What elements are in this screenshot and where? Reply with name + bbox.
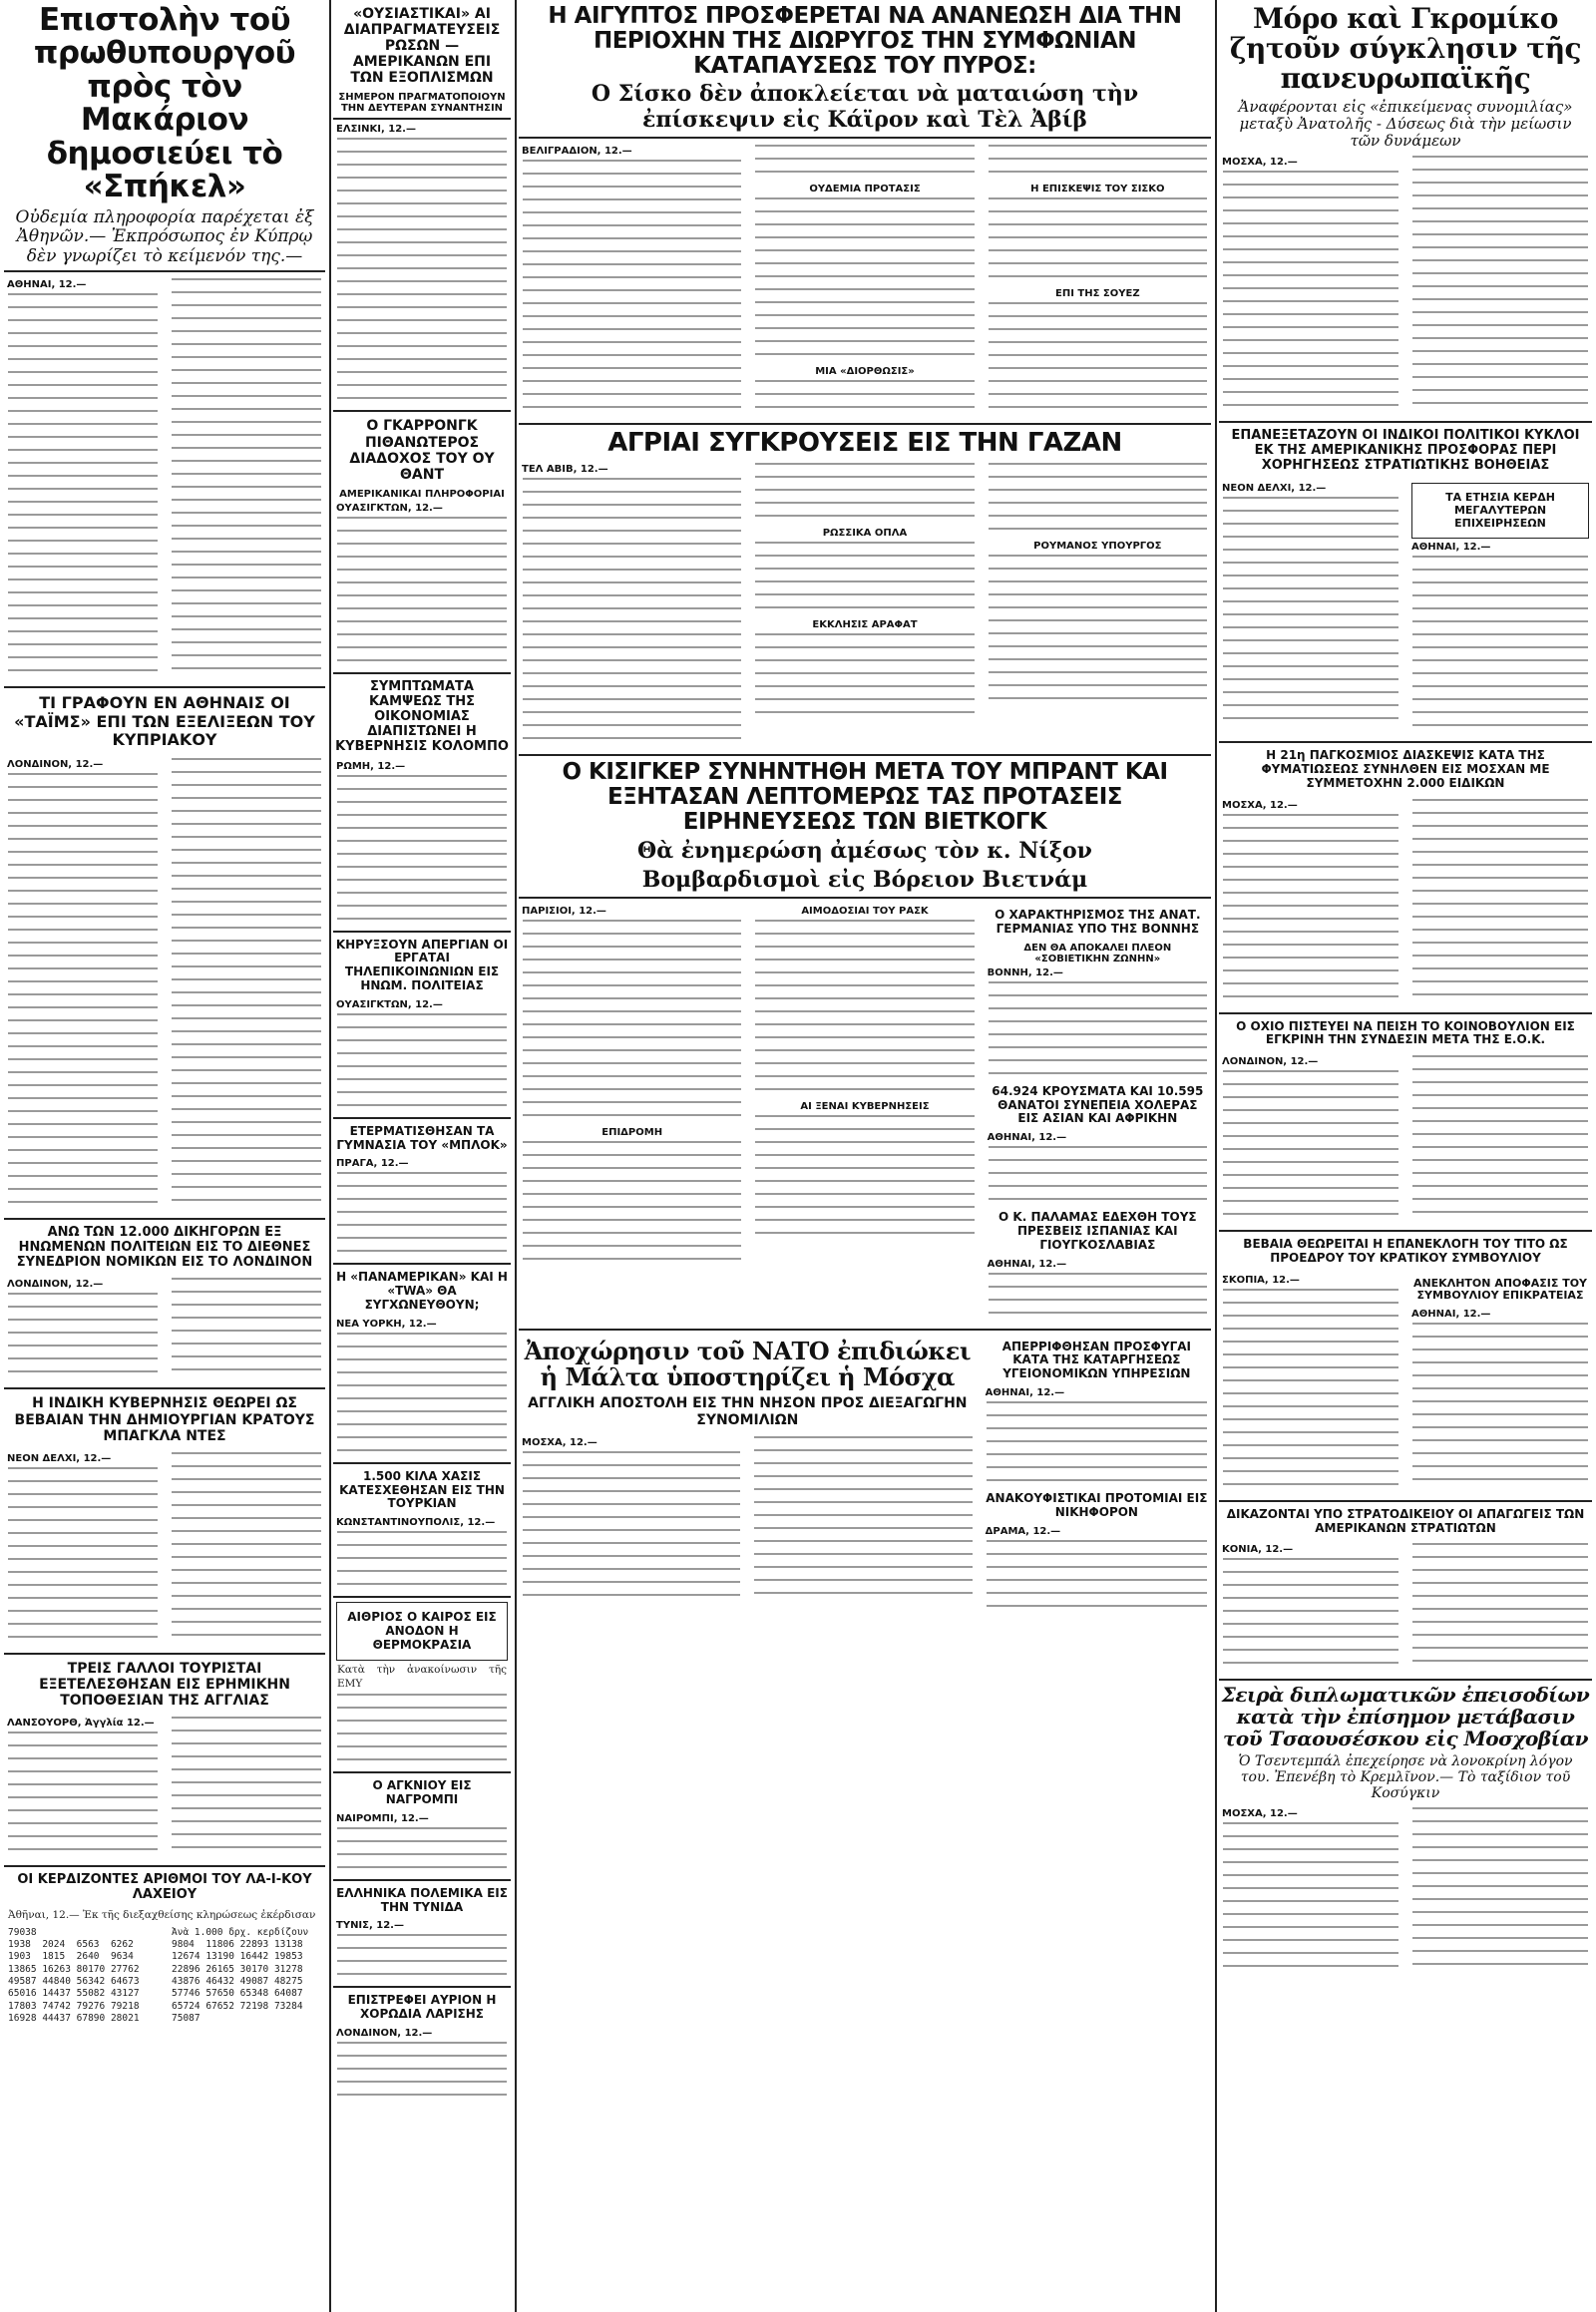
article-headline: 64.924 ΚΡΟΥΣΜΑΤΑ ΚΑΙ 10.595 ΘΑΝΑΤΟΙ ΣΥΝΕΠΕΙΑ ΧΟΛΕΡΑΣ ΕΙΣ ΑΣΙΑΝ ΚΑΙ ΑΦΡΙΚΗΝ bbox=[992, 1083, 1204, 1126]
article-text-lines bbox=[1412, 156, 1588, 404]
dateline: ΚΟΝΙΑ, 12.— bbox=[1222, 1544, 1294, 1556]
dateline: ΝΕΑ ΥΟΡΚΗ, 12.— bbox=[336, 1318, 437, 1330]
divider bbox=[1219, 1012, 1592, 1014]
article-text-lines bbox=[8, 773, 158, 1203]
subsection-heading: ΜΙΑ «ΔΙΟΡΘΩΣΙΣ» bbox=[815, 366, 915, 378]
divider bbox=[333, 1986, 511, 1988]
article-headline: ΑΝΩ ΤΩΝ 12.000 ΔΙΚΗΓΟΡΩΝ ΕΞ ΗΝΩΜΕΝΩΝ ΠΟΛΙΤΕΙΩΝ ΕΙΣ ΤΟ ΔΙΕΘΝΕΣ ΣΥΝΕΔΡΙΟΝ ΝΟΜΙΚΩΝ ΕΙΣ ΤΟ ΛΟΝΔΙΝΟΝ bbox=[16, 1224, 313, 1270]
divider bbox=[333, 1462, 511, 1464]
article-subheadline: ΑΓΓΛΙΚΗ ΑΠΟΣΤΟΛΗ ΕΙΣ ΤΗΝ ΝΗΣΟΝ ΠΡΟΣ ΔΙΕΞΑΓΩΓΗΝ ΣΥΝΟΜΙΛΙΩΝ bbox=[528, 1395, 968, 1428]
article-text-lines bbox=[523, 160, 741, 408]
article-text-lines bbox=[755, 542, 974, 608]
article-headline: Ο ΚΙΣΙΓΚΕΡ ΣΥΝΗΝΤΗΘΗ ΜΕΤΑ ΤΟΥ ΜΠΡΑΝΤ ΚΑΙ ΕΞΗΤΑΣΑΝ ΛΕΠΤΟΜΕΡΩΣ ΤΑΣ ΠΡΟΤΑΣΕΙΣ ΕΙΡΗΝΕΥΣΕΩΣ ΤΩΝ ΒΙΕΤΚΟΓΚ bbox=[562, 759, 1168, 835]
dateline: ΜΟΣΧΑ, 12.— bbox=[1222, 799, 1298, 811]
article-headline: ΕΛΛΗΝΙΚΑ ΠΟΛΕΜΙΚΑ ΕΙΣ ΤΗΝ ΤΥΝΙΔΑ bbox=[336, 1885, 508, 1914]
article-headline: ΒΕΒΑΙΑ ΘΕΩΡΕΙΤΑΙ Η ΕΠΑΝΕΚΛΟΓΗ ΤΟΥ ΤΙΤΟ ΩΣ ΠΡΟΕΔΡΟΥ ΤΟΥ ΚΡΑΤΙΚΟΥ ΣΥΜΒΟΥΛΙΟΥ bbox=[1243, 1237, 1568, 1265]
article-text-lines bbox=[172, 758, 321, 1201]
article-text-lines bbox=[1223, 497, 1398, 719]
lead-headline: Επιστολὴν τοῦ πρωθυπουργοῦ πρὸς τὸν Μακάριον δημοσιεύει τὸ «Σπήκελ» bbox=[33, 2, 296, 205]
divider bbox=[4, 1387, 325, 1389]
article-text-lines bbox=[989, 463, 1207, 530]
article-text-lines bbox=[337, 1694, 507, 1760]
article-text-lines bbox=[337, 1934, 507, 1975]
article-text-lines bbox=[1412, 799, 1588, 995]
dateline: ΤΕΛ ΑΒΙΒ, 12.— bbox=[522, 464, 608, 476]
dateline: ΔΡΑΜΑ, 12.— bbox=[985, 1525, 1061, 1537]
article-subheadline-2: Βομβαρδισμοὶ εἰς Βόρειον Βιετνάμ bbox=[641, 866, 1088, 893]
article-text-lines bbox=[337, 775, 507, 920]
article-text-lines bbox=[172, 1278, 321, 1370]
column-3 bbox=[519, 0, 1211, 2312]
divider bbox=[333, 931, 511, 933]
subsection-heading: ΕΚΚΛΗΣΙΣ ΑΡΑΦΑΤ bbox=[812, 619, 918, 631]
subsection-heading: ΕΠΙ ΤΗΣ ΣΟΥΕΖ bbox=[1055, 288, 1140, 300]
dateline: ΤΥΝΙΣ, 12.— bbox=[336, 1920, 404, 1932]
article-text-lines bbox=[1412, 1807, 1588, 1965]
column-rule bbox=[329, 0, 331, 2312]
divider bbox=[1219, 421, 1592, 423]
subsection-heading: ΡΩΣΣΙΚΑ ΟΠΛΑ bbox=[822, 528, 908, 540]
article-text-lines bbox=[1223, 171, 1398, 406]
dateline: ΒΟΝΝΗ, 12.— bbox=[987, 966, 1063, 978]
article-text-lines bbox=[172, 1717, 321, 1848]
divider bbox=[333, 1596, 511, 1598]
article-text-lines bbox=[989, 555, 1207, 699]
article-headline: ΑΝΑΚΟΥΦΙΣΤΙΚΑΙ ΠΡΟΤΟΜΙΑΙ ΕΙΣ ΝΙΚΗΦΟΡΟΝ bbox=[986, 1491, 1208, 1519]
divider bbox=[4, 1218, 325, 1220]
dateline: ΟΥΑΣΙΓΚΤΩΝ, 12.— bbox=[336, 998, 443, 1010]
subsection-heading: ΑΙ ΞΕΝΑΙ ΚΥΒΕΡΝΗΣΕΙΣ bbox=[800, 1101, 930, 1113]
divider bbox=[1219, 1500, 1592, 1502]
article-text-lines bbox=[337, 1333, 507, 1451]
column-rule bbox=[515, 0, 517, 2312]
dateline: ΑΘΗΝΑΙ, 12.— bbox=[1411, 1309, 1491, 1321]
article-headline: Μόρο καὶ Γκρομίκο ζητοῦν σύγκλησιν τῆς πανευρωπαϊκῆς bbox=[1229, 2, 1582, 96]
dateline: ΑΘΗΝΑΙ, 12.— bbox=[985, 1387, 1065, 1398]
divider bbox=[519, 897, 1211, 899]
article-text-lines bbox=[337, 138, 507, 399]
article-text-lines bbox=[1223, 1070, 1398, 1215]
subsection-heading: ΑΙΜΟΔΟΣΙΑΙ ΤΟΥ ΡΑΣΚ bbox=[801, 906, 929, 918]
profits-box bbox=[1411, 483, 1589, 539]
dateline: ΛΑΝΣΟΥΟΡΘ, Ἀγγλία 12.— bbox=[7, 1718, 155, 1729]
article-subheadline: Ἀναφέρονται εἰς «ἐπικείμενας συνομιλίας» μεταξὺ Ἀνατολῆς - Δύσεως διὰ τὴν μείωσιν τῶν δυνάμεων bbox=[1238, 97, 1573, 151]
article-text-lines bbox=[172, 1452, 321, 1636]
article-headline: Σειρὰ διπλωματικῶν ἐπεισοδίων κατὰ τὴν ἐπίσημον μετάβασιν τοῦ Τσαουσέσκου εἰς Μοσχοβίαν bbox=[1221, 1683, 1590, 1750]
article-text-lines bbox=[523, 478, 741, 739]
divider bbox=[1219, 1230, 1592, 1232]
article-headline: Η ΑΙΓΥΠΤΟΣ ΠΡΟΣΦΕΡΕΤΑΙ ΝΑ ΑΝΑΝΕΩΣΗ ΔΙΑ ΤΗΝ ΠΕΡΙΟΧΗΝ ΤΗΣ ΔΙΩΡΥΓΟΣ ΤΗΝ ΣΥΜΦΩΝΙΑΝ ΚΑΤΑΠΑΥΣΕΩΣ ΤΟΥ ΠΥΡΟΣ: bbox=[548, 3, 1182, 79]
divider bbox=[333, 1117, 511, 1119]
article-text-lines bbox=[8, 1467, 158, 1638]
article-headline: ΑΙΘΡΙΟΣ Ο ΚΑΙΡΟΣ ΕΙΣ ΑΝΟΔΟΝ Η ΘΕΡΜΟΚΡΑΣΙΑ bbox=[347, 1610, 497, 1652]
article-text-lines bbox=[989, 1273, 1207, 1314]
article-headline: Ο ΓΚΑΡΡΟΝΓΚ ΠΙΘΑΝΩΤΕΡΟΣ ΔΙΑΔΟΧΟΣ ΤΟΥ ΟΥ ΘΑΝΤ bbox=[349, 418, 495, 483]
article-headline: ΤΑ ΕΤΗΣΙΑ ΚΕΡΔΗ ΜΕΓΑΛΥΤΕΡΩΝ ΕΠΙΧΕΙΡΗΣΕΩΝ bbox=[1445, 491, 1555, 530]
headline-note: ΣΗΜΕΡΟΝ ΠΡΑΓΜΑΤΟΠΟΙΟΥΝ ΤΗΝ ΔΕΥΤΕΡΑΝ ΣΥΝΑΝΤΗΣΙΝ bbox=[338, 92, 506, 115]
article-text-lines bbox=[755, 145, 974, 173]
article-headline: ΟΙ ΚΕΡΔΙΖΟΝΤΕΣ ΑΡΙΘΜΟΙ ΤΟΥ ΛΑ-Ι-ΚΟΥ ΛΑΧΕΙΟΥ bbox=[17, 1872, 312, 1902]
article-text-lines bbox=[754, 1436, 972, 1594]
subsection-heading: Η ΕΠΙΣΚΕΨΙΣ ΤΟΥ ΣΙΣΚΟ bbox=[1030, 184, 1165, 195]
article-text-lines bbox=[989, 981, 1207, 1074]
article-text-lines bbox=[523, 1141, 741, 1260]
article-headline: Ἀποχώρησιν τοῦ ΝΑΤΟ ἐπιδιώκει ἡ Μάλτα ὑποστηρίζει ἡ Μόσχα bbox=[524, 1336, 971, 1391]
divider bbox=[333, 1771, 511, 1773]
article-headline: «ΟΥΣΙΑΣΤΙΚΑΙ» ΑΙ ΔΙΑΠΡΑΓΜΑΤΕΥΣΕΙΣ ΡΩΣΩΝ — ΑΜΕΡΙΚΑΝΩΝ ΕΠΙ ΤΩΝ ΕΞΟΠΛΙΣΜΩΝ bbox=[343, 6, 501, 87]
headline-note: ΑΜΕΡΙΚΑΝΙΚΑΙ ΠΛΗΡΟΦΟΡΙΑΙ bbox=[339, 488, 505, 500]
article-text-lines bbox=[8, 1293, 158, 1372]
article-text-lines bbox=[8, 293, 158, 671]
article-text-lines bbox=[755, 1115, 974, 1234]
divider bbox=[519, 423, 1211, 425]
article-headline: Η «ΠΑΝΑΜΕΡΙΚΑΝ» ΚΑΙ Η «TWA» ΘΑ ΣΥΓΧΩΝΕΥΘΟΥΝ; bbox=[336, 1270, 508, 1312]
article-text-lines bbox=[989, 145, 1207, 173]
dateline: ΜΟΣΧΑ, 12.— bbox=[1222, 1808, 1298, 1820]
article-headline: ΚΗΡΥΞΣΟΥΝ ΑΠΕΡΓΙΑΝ ΟΙ ΕΡΓΑΤΑΙ ΤΗΛΕΠΙΚΟΙΝΩΝΙΩΝ ΕΙΣ ΗΝΩΜ. ΠΟΛΙΤΕΙΑΣ bbox=[335, 937, 509, 992]
divider bbox=[519, 137, 1211, 139]
dateline: ΟΥΑΣΙΓΚΤΩΝ, 12.— bbox=[336, 502, 443, 514]
dateline: ΑΘΗΝΑΙ, 12.— bbox=[987, 1132, 1067, 1144]
article-headline: Ο ΧΑΡΑΚΤΗΡΙΣΜΟΣ ΤΗΣ ΑΝΑΤ. ΓΕΡΜΑΝΙΑΣ ΥΠΟ ΤΗΣ ΒΟΝΝΗΣ bbox=[995, 908, 1201, 937]
subsection-heading: ΡΟΥΜΑΝΟΣ ΥΠΟΥΡΓΟΣ bbox=[1033, 541, 1162, 553]
article-headline: ΕΠΙΣΤΡΕΦΕΙ ΑΥΡΙΟΝ Η ΧΟΡΩΔΙΑ ΛΑΡΙΣΗΣ bbox=[347, 1993, 497, 2022]
subsection-heading: ΕΠΙΔΡΟΜΗ bbox=[601, 1127, 663, 1139]
dateline: ΝΕΟΝ ΔΕΛΧΙ, 12.— bbox=[1222, 483, 1327, 495]
article-text-lines bbox=[755, 380, 974, 408]
article-text-lines bbox=[987, 1401, 1207, 1481]
dateline: ΕΛΣΙΝΚΙ, 12.— bbox=[336, 124, 416, 136]
divider bbox=[4, 686, 325, 688]
divider bbox=[519, 1329, 1211, 1331]
divider bbox=[333, 1879, 511, 1881]
article-text-lines bbox=[1412, 1543, 1588, 1662]
article-text-lines bbox=[1223, 814, 1398, 997]
dateline: ΒΕΛΙΓΡΑΔΙΟΝ, 12.— bbox=[522, 146, 632, 158]
article-headline: ΤΡΕΙΣ ΓΑΛΛΟΙ ΤΟΥΡΙΣΤΑΙ ΕΞΕΤΕΛΕΣΘΗΣΑΝ ΕΙΣ ΕΡΗΜΙΚΗΝ ΤΟΠΟΘΕΣΙΑΝ ΤΗΣ ΑΓΓΛΙΑΣ bbox=[39, 1660, 290, 1709]
article-headline: ΑΓΡΙΑΙ ΣΥΓΚΡΟΥΣΕΙΣ ΕΙΣ ΤΗΝ ΓΑΖΑΝ bbox=[607, 428, 1122, 459]
article-text-lines bbox=[8, 1732, 158, 1850]
article-text-lines bbox=[523, 920, 741, 1116]
article-headline: Ο Κ. ΠΑΛΑΜΑΣ ΕΔΕΧΘΗ ΤΟΥΣ ΠΡΕΣΒΕΙΣ ΙΣΠΑΝΙΑΣ ΚΑΙ ΓΙΟΥΓΚΟΣΛΑΒΙΑΣ bbox=[998, 1210, 1197, 1252]
divider bbox=[4, 1653, 325, 1655]
dateline: ΛΟΝΔΙΝΟΝ, 12.— bbox=[7, 1279, 104, 1291]
dateline: ΛΟΝΔΙΝΟΝ, 12.— bbox=[336, 2027, 433, 2039]
article-text-lines bbox=[989, 197, 1207, 277]
lottery-intro: Ἀθῆναι, 12.— Ἐκ τῆς διεξαχθείσης κληρώσεως ἐκέρδισαν bbox=[8, 1908, 316, 1921]
article-text-lines bbox=[989, 302, 1207, 408]
dateline: ΠΑΡΙΣΙΟΙ, 12.— bbox=[522, 906, 606, 918]
article-text-lines bbox=[172, 278, 321, 669]
divider bbox=[4, 1865, 325, 1867]
divider bbox=[333, 118, 511, 120]
article-headline: Ο ΑΓΚΝΙΟΥ ΕΙΣ ΝΑΓΡΟΜΠΙ bbox=[372, 1778, 472, 1806]
article-text-lines bbox=[755, 920, 974, 1090]
dateline: ΡΩΜΗ, 12.— bbox=[336, 760, 406, 772]
article-text-lines bbox=[1223, 1822, 1398, 1967]
dateline: ΚΩΝΣΤΑΝΤΙΝΟΥΠΟΛΙΣ, 12.— bbox=[336, 1517, 496, 1529]
column-4 bbox=[1219, 0, 1592, 2312]
divider bbox=[1219, 1679, 1592, 1681]
article-text-lines bbox=[337, 1531, 507, 1585]
article-text-lines bbox=[337, 1827, 507, 1868]
lottery-numbers: 79038 1938 2024 6563 6262 1903 1815 2640 9634 13865 16263 80170 27762 49587 44840 56342 64673 65016 14437 55082 43127 17803 74742 79276 79218 16928 44437 67890 28021 bbox=[8, 1926, 140, 2025]
article-headline: ΑΝΕΚΛΗΤΟΝ ΑΠΟΦΑΣΙΣ ΤΟΥ ΣΥΜΒΟΥΛΙΟΥ ΕΠΙΚΡΑΤΕΙΑΣ bbox=[1412, 1276, 1588, 1303]
article-subheadline: Ὁ Τσεντεμπάλ ἐπεχείρησε νὰ λονοκρίνη λόγον του. Ἐπενέβη τὸ Κρεμλῖνον.— Τὸ ταξίδιον τοῦ Κοσύγκιν bbox=[1238, 1753, 1573, 1802]
dateline: ΑΘΗΝΑΙ, 12.— bbox=[987, 1258, 1067, 1270]
divider bbox=[4, 270, 325, 272]
article-headline: ΤΙ ΓΡΑΦΟΥΝ ΕΝ ΑΘΗΝΑΙΣ ΟΙ «ΤΑΪΜΣ» ΕΠΙ ΤΩΝ ΕΞΕΛΙΞΕΩΝ ΤΟΥ ΚΥΠΡΙΑΚΟΥ bbox=[14, 693, 315, 750]
article-headline: 1.500 ΚΙΛΑ ΧΑΣΙΣ ΚΑΤΕΣΧΕΘΗΣΑΝ ΕΙΣ ΤΗΝ ΤΟΥΡΚΙΑΝ bbox=[339, 1468, 505, 1511]
article-text-lines bbox=[523, 1451, 740, 1596]
dateline: ΜΟΣΧΑ, 12.— bbox=[522, 1436, 598, 1448]
article-headline: ΕΠΑΝΕΞΕΤΑΖΟΥΝ ΟΙ ΙΝΔΙΚΟΙ ΠΟΛΙΤΙΚΟΙ ΚΥΚΛΟΙ ΕΚ ΤΗΣ ΑΜΕΡΙΚΑΝΙΚΗΣ ΠΡΟΣΦΟΡΑΣ ΠΕΡΙ ΧΟΡΗΓΗΣΕΩΣ ΣΤΡΑΤΙΩΤΙΚΗΣ ΒΟΗΘΕΙΑΣ bbox=[1231, 428, 1580, 474]
dateline: ΛΟΝΔΙΝΟΝ, 12.— bbox=[1222, 1056, 1319, 1068]
lead-subheadline: Οὐδεμία πληροφορία παρέχεται ἐξ Ἀθηνῶν.— Ἐκπρόσωπος ἐν Κύπρῳ δὲν γνωρίζει τὸ κείμενόν της.— bbox=[15, 206, 314, 266]
dateline: ΝΕΟΝ ΔΕΛΧΙ, 12.— bbox=[7, 1452, 112, 1464]
lottery-numbers-2: Ἀνὰ 1.000 δρχ. κερδίζουν 9804 11806 22893 13138 12674 13190 16442 19853 22896 26165 30170 31278 43876 46432 49087 48275 57746 57650 65348 64087 65724 67652 72198 73284 75087 bbox=[172, 1926, 309, 2025]
weather-box bbox=[336, 1602, 508, 1661]
article-text-lines bbox=[755, 633, 974, 713]
article-text-lines bbox=[337, 1013, 507, 1106]
article-headline: ΕΤΕΡΜΑΤΙΣΘΗΣΑΝ ΤΑ ΓΥΜΝΑΣΙΑ ΤΟΥ «ΜΠΛΟΚ» bbox=[336, 1123, 508, 1152]
dateline: ΑΘΗΝΑΙ, 12.— bbox=[7, 279, 87, 291]
article-text-lines bbox=[1412, 1323, 1588, 1480]
divider bbox=[333, 1263, 511, 1265]
article-text-lines bbox=[989, 1146, 1207, 1200]
article-text-lines bbox=[755, 463, 974, 517]
dateline: ΛΟΝΔΙΝΟΝ, 12.— bbox=[7, 758, 104, 770]
dateline: ΣΚΟΠΙΑ, 12.— bbox=[1222, 1274, 1300, 1286]
article-headline: ΣΥΜΠΤΩΜΑΤΑ ΚΑΜΨΕΩΣ ΤΗΣ ΟΙΚΟΝΟΜΙΑΣ ΔΙΑΠΙΣΤΩΝΕΙ Η ΚΥΒΕΡΝΗΣΙΣ ΚΟΛΟΜΠΟ bbox=[335, 678, 509, 754]
article-text-lines bbox=[337, 517, 507, 661]
article-headline: ΑΠΕΡΡΙΦΘΗΣΑΝ ΠΡΟΣΦΥΓΑΙ ΚΑΤΑ ΤΗΣ ΚΑΤΑΡΓΗΣΕΩΣ ΥΓΕΙΟΝΟΜΙΚΩΝ ΥΠΗΡΕΣΙΩΝ bbox=[1001, 1339, 1191, 1381]
article-headline: ΔΙΚΑΖΟΝΤΑΙ ΥΠΟ ΣΤΡΑΤΟΔΙΚΕΙΟΥ ΟΙ ΑΠΑΓΩΓΕΙΣ ΤΩΝ ΑΜΕΡΙΚΑΝΩΝ ΣΤΡΑΤΙΩΤΩΝ bbox=[1226, 1506, 1585, 1535]
dateline: ΑΘΗΝΑΙ, 12.— bbox=[1411, 542, 1491, 554]
weather-text: Κατὰ τὴν ἀνακοίνωσιν τῆς ΕΜΥ bbox=[337, 1664, 507, 1691]
subsection-heading: ΟΥΔΕΜΙΑ ΠΡΟΤΑΣΙΣ bbox=[809, 184, 921, 195]
column-1 bbox=[4, 0, 325, 2312]
article-headline: Η ΙΝΔΙΚΗ ΚΥΒΕΡΝΗΣΙΣ ΘΕΩΡΕΙ ΩΣ ΒΕΒΑΙΑΝ ΤΗΝ ΔΗΜΙΟΥΡΓΙΑΝ ΚΡΑΤΟΥΣ ΜΠΑΓΚΛΑ ΝΤΕΣ bbox=[14, 1395, 315, 1444]
article-subheadline: Ο Σίσκο δὲν ἀποκλείεται νὰ ματαιώση τὴν ἐπίσκεψιν εἰς Κάϊρον καὶ Τὲλ Ἀβίβ bbox=[591, 81, 1139, 133]
dateline: ΠΡΑΓΑ, 12.— bbox=[336, 1158, 409, 1170]
article-text-lines bbox=[1223, 1289, 1398, 1485]
article-subheadline: Θὰ ἐνημερώση ἀμέσως τὸν κ. Νίξον bbox=[637, 837, 1092, 864]
article-text-lines bbox=[755, 197, 974, 355]
article-headline: Ο ΟΧΙΟ ΠΙΣΤΕΥΕΙ ΝΑ ΠΕΙΣΗ ΤΟ ΚΟΙΝΟΒΟΥΛΙΟΝ ΕΙΣ ΕΓΚΡΙΝΗ ΤΗΝ ΣΥΝΔΕΣΙΝ ΜΕΤΑ ΤΗΣ Ε.Ο.Κ. bbox=[1236, 1018, 1575, 1047]
divider bbox=[519, 754, 1211, 756]
article-headline: Η 21η ΠΑΓΚΟΣΜΙΟΣ ΔΙΑΣΚΕΨΙΣ ΚΑΤΑ ΤΗΣ ΦΥΜΑΤΙΩΣΕΩΣ ΣΥΝΗΛΘΕΝ ΕΙΣ ΜΟΣΧΑΝ ΜΕ ΣΥΜΜΕΤΟΧΗΝ 2.000 ΕΙΔΙΚΩΝ bbox=[1261, 748, 1550, 790]
column-2 bbox=[333, 0, 511, 2312]
article-text-lines bbox=[987, 1540, 1207, 1607]
article-text-lines bbox=[1412, 1055, 1588, 1213]
divider bbox=[333, 672, 511, 674]
article-text-lines bbox=[1412, 556, 1588, 726]
divider bbox=[333, 410, 511, 412]
dateline: ΜΟΣΧΑ, 12.— bbox=[1222, 157, 1298, 169]
column-rule bbox=[1215, 0, 1217, 2312]
dateline: ΝΑΙΡΟΜΠΙ, 12.— bbox=[336, 1812, 429, 1824]
article-text-lines bbox=[337, 2042, 507, 2096]
divider bbox=[1219, 741, 1592, 743]
headline-note: ΔΕΝ ΘΑ ΑΠΟΚΑΛΕΙ ΠΛΕΟΝ «ΣΟΒΙΕΤΙΚΗΝ ΖΩΝΗΝ» bbox=[1023, 942, 1172, 964]
article-text-lines bbox=[1223, 1558, 1398, 1664]
article-text-lines bbox=[337, 1172, 507, 1252]
